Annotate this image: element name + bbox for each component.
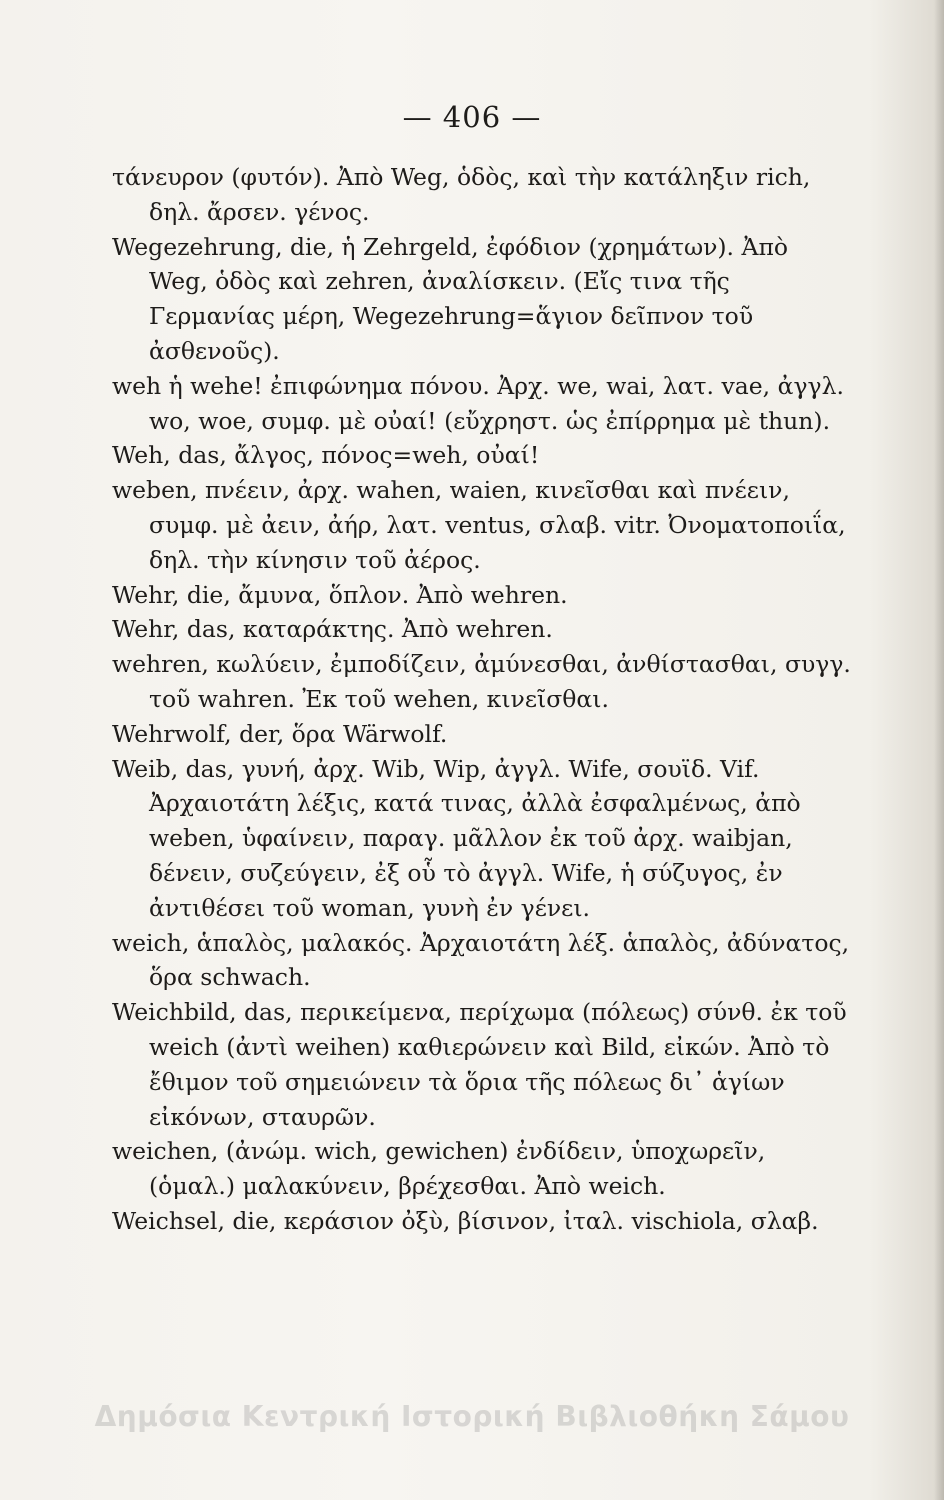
dictionary-entry: Weichsel, die, κεράσιον ὀξὺ, βίσινον, ἰταλ. vischiola, σλαβ.: [112, 1206, 819, 1235]
page-edge-shadow: [934, 0, 944, 1500]
dictionary-entry: τάνευρον (φυτόν). Ἀπὸ Weg, ὁδὸς, καὶ τὴν κατάληξιν rich, δηλ. ἄρσεν. γένος.: [112, 163, 811, 226]
page-number: — 406 —: [402, 100, 542, 134]
dictionary-entry: Wegezehrung, die, ἡ Zehrgeld, ἐφόδιον (χρημάτων). Ἀπὸ Weg, ὁδὸς καὶ zehren, ἀναλίσκειν. (Εἴς τινα τῆς Γερμανίας μέρη, Wegezehrung=ἅγιον δεῖπνον τοῦ ἀσθενοῦς).: [112, 232, 789, 365]
dictionary-entry: Weichbild, das, περικείμενα, περίχωμα (πόλεως) σύνθ. ἐκ τοῦ weich (ἀντὶ weihen) καθιερώνειν καὶ Bild, εἰκών. Ἀπὸ τὸ ἔθιμον τοῦ σημειώνειν τὰ ὅρια τῆς πόλεως δι᾽ ἁγίων εἰκόνων, σταυρῶν.: [112, 998, 847, 1131]
dictionary-entry: Weh, das, ἄλγος, πόνος=weh, οὐαί!: [112, 441, 540, 470]
dictionary-entry: wehren, κωλύειν, ἐμποδίζειν, ἀμύνεσθαι, ἀνθίστασθαι, συγγ. τοῦ wahren. Ἐκ τοῦ wehen, κινεῖσθαι.: [112, 650, 851, 713]
dictionary-entry: weichen, (ἀνώμ. wich, gewichen) ἐνδίδειν, ὑποχωρεῖν, (ὁμαλ.) μαλακύνειν, βρέχεσθαι. Ἀπὸ weich.: [112, 1137, 766, 1201]
dictionary-entries: [112, 160, 852, 1239]
dictionary-entry: Weib, das, γυνή, ἀρχ. Wib, Wip, ἀγγλ. Wife, σουϊδ. Vif. Ἀρχαιοτάτη λέξις, κατά τινας, ἀλλὰ ἐσφαλμένως, ἀπὸ weben, ὑφαίνειν, παραγ. μᾶλλον ἐκ τοῦ ἀρχ. waibjan, δένειν, συζεύγειν, ἐξ οὗ τὸ ἀγγλ. Wife, ἡ σύζυγος, ἐν ἀντιθέσει τοῦ woman, γυνὴ ἐν γένει.: [112, 754, 801, 922]
dictionary-entry: Wehr, das, καταράκτης. Ἀπὸ wehren.: [112, 615, 553, 644]
dictionary-entry: weh ἡ wehe! ἐπιφώνημα πόνου. Ἀρχ. we, wai, λατ. vae, ἀγγλ. wo, woe, συμφ. μὲ οὐαί! (εὔχρηστ. ὡς ἐπίρρημα μὲ thun).: [112, 371, 844, 435]
library-watermark: Δημόσια Κεντρική Ιστορική Βιβλιοθήκη Σάμου: [94, 1400, 850, 1433]
dictionary-entry: weich, ἁπαλὸς, μαλακός. Ἀρχαιοτάτη λέξ. ἁπαλὸς, ἀδύνατος, ὅρα schwach.: [112, 928, 850, 992]
dictionary-entry: Wehr, die, ἄμυνα, ὅπλον. Ἀπὸ wehren.: [112, 580, 568, 609]
dictionary-entry: weben, πνέειν, ἀρχ. wahen, waien, κινεῖσθαι καὶ πνέειν, συμφ. μὲ ἀειν, ἀήρ, λατ. ventus, σλαβ. vitr. Ὀνοματοποιΐα, δηλ. τὴν κίνησιν τοῦ ἀέρος.: [112, 476, 846, 574]
dictionary-entry: Wehrwolf, der, ὅρα Wärwolf.: [112, 719, 448, 748]
